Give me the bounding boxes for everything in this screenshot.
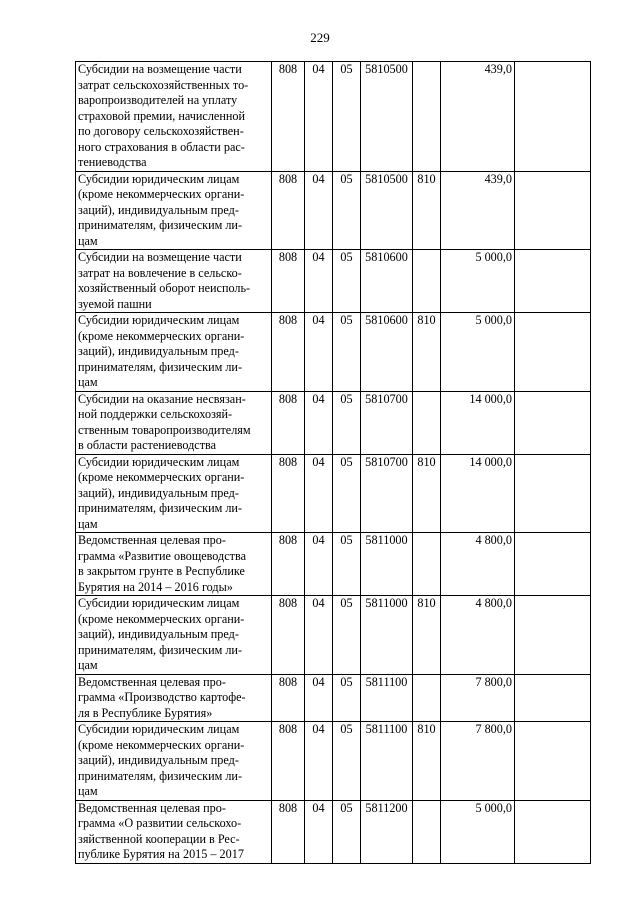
expense-name-line: страховой премии, начисленной bbox=[78, 108, 245, 123]
expense-name-line: принимателям, физическим ли- bbox=[78, 642, 243, 657]
cell-empty bbox=[515, 313, 591, 392]
expense-name-line: публике Бурятия на 2015 – 2017 bbox=[78, 847, 244, 861]
cell-ministry-code: 808 bbox=[272, 171, 305, 250]
cell-subsection-code: 05 bbox=[333, 313, 361, 392]
cell-target-article-code: 5811000 bbox=[361, 533, 413, 596]
cell-expense-name bbox=[76, 454, 272, 533]
cell-expense-name bbox=[76, 722, 272, 801]
cell-amount: 4 800,0 bbox=[441, 533, 515, 596]
cell-target-article-code: 5810500 bbox=[361, 171, 413, 250]
cell-empty bbox=[515, 674, 591, 722]
cell-section-code: 04 bbox=[305, 674, 333, 722]
table-row bbox=[76, 722, 591, 801]
cell-subsection-code: 05 bbox=[333, 674, 361, 722]
expense-name-line: затрат на вовлечение в сельско- bbox=[78, 265, 242, 280]
expense-name-line: ственным товаропроизводителям bbox=[78, 422, 251, 437]
cell-expense-type-code: 810 bbox=[413, 454, 441, 533]
cell-section-code: 04 bbox=[305, 391, 333, 454]
cell-expense-type-code bbox=[413, 62, 441, 172]
table-row bbox=[76, 454, 591, 533]
expense-name-line: грамма «Производство картофе- bbox=[78, 690, 246, 704]
expense-name-line: Бурятия на 2014 – 2016 годы» bbox=[78, 579, 233, 594]
expense-name-line: Субсидии юридическим лицам bbox=[78, 596, 240, 610]
cell-ministry-code: 808 bbox=[272, 533, 305, 596]
table-row bbox=[76, 62, 591, 172]
cell-section-code: 04 bbox=[305, 454, 333, 533]
expense-name-line: (кроме некоммерческих органи- bbox=[78, 611, 245, 626]
expense-name-line: грамма «О развитии сельскохо- bbox=[78, 816, 242, 830]
expense-name-line: грамма «Развитие овощеводства bbox=[78, 548, 246, 563]
table-row bbox=[76, 313, 591, 392]
cell-ministry-code: 808 bbox=[272, 313, 305, 392]
cell-target-article-code: 5810700 bbox=[361, 391, 413, 454]
cell-expense-name bbox=[76, 596, 272, 675]
cell-ministry-code: 808 bbox=[272, 391, 305, 454]
cell-subsection-code: 05 bbox=[333, 596, 361, 675]
cell-section-code: 04 bbox=[305, 313, 333, 392]
expense-name-line: зяйственной кооперации в Рес- bbox=[78, 831, 240, 846]
cell-expense-type-code: 810 bbox=[413, 596, 441, 675]
cell-expense-type-code bbox=[413, 533, 441, 596]
table-row bbox=[76, 250, 591, 313]
cell-expense-name bbox=[76, 391, 272, 454]
cell-section-code: 04 bbox=[305, 722, 333, 801]
expense-name-line: Ведомственная целевая про- bbox=[78, 674, 226, 689]
cell-empty bbox=[515, 533, 591, 596]
cell-empty bbox=[515, 62, 591, 172]
expense-name-line: цам bbox=[78, 233, 98, 248]
cell-subsection-code: 05 bbox=[333, 62, 361, 172]
cell-subsection-code: 05 bbox=[333, 454, 361, 533]
cell-ministry-code: 808 bbox=[272, 674, 305, 722]
cell-target-article-code: 5810600 bbox=[361, 250, 413, 313]
cell-target-article-code: 5810600 bbox=[361, 313, 413, 392]
cell-subsection-code: 05 bbox=[333, 171, 361, 250]
expense-name-line: по договору сельскохозяйствен- bbox=[78, 124, 244, 138]
expense-name-line: заций), индивидуальным пред- bbox=[78, 627, 239, 641]
expense-name-line: (кроме некоммерческих органи- bbox=[78, 328, 245, 343]
expense-name-line: Субсидии на возмещение части bbox=[78, 62, 242, 76]
expense-name-line: Субсидии юридическим лицам bbox=[78, 454, 240, 469]
cell-expense-type-code bbox=[413, 391, 441, 454]
expense-name-line: зуемой пашни bbox=[78, 296, 152, 311]
expense-name-line: принимателям, физическим ли- bbox=[78, 218, 243, 232]
expense-name-line: (кроме некоммерческих органи- bbox=[78, 187, 245, 201]
cell-expense-type-code bbox=[413, 800, 441, 863]
expense-name-line: Субсидии на возмещение части bbox=[78, 250, 242, 264]
expense-name-line: заций), индивидуальным пред- bbox=[78, 753, 239, 767]
budget-table-body bbox=[76, 62, 591, 864]
cell-empty bbox=[515, 596, 591, 675]
cell-amount: 5 000,0 bbox=[441, 250, 515, 313]
cell-subsection-code: 05 bbox=[333, 250, 361, 313]
cell-empty bbox=[515, 171, 591, 250]
cell-target-article-code: 5811100 bbox=[361, 722, 413, 801]
expense-name-line: варопроизводителей на уплату bbox=[78, 93, 238, 107]
cell-subsection-code: 05 bbox=[333, 722, 361, 801]
cell-amount: 7 800,0 bbox=[441, 722, 515, 801]
cell-section-code: 04 bbox=[305, 596, 333, 675]
expense-name-line: Ведомственная целевая про- bbox=[78, 533, 226, 547]
cell-target-article-code: 5810500 bbox=[361, 62, 413, 172]
cell-ministry-code: 808 bbox=[272, 250, 305, 313]
expense-name-line: (кроме некоммерческих органи- bbox=[78, 737, 245, 752]
expense-name-line: Субсидии юридическим лицам bbox=[78, 722, 240, 736]
cell-section-code: 04 bbox=[305, 800, 333, 863]
expense-name-line: Субсидии юридическим лицам bbox=[78, 171, 240, 186]
cell-empty bbox=[515, 391, 591, 454]
cell-section-code: 04 bbox=[305, 171, 333, 250]
expense-name-line: тениеводства bbox=[78, 155, 147, 169]
cell-amount: 439,0 bbox=[441, 62, 515, 172]
expense-name-line: хозяйственный оборот неисполь- bbox=[78, 281, 251, 295]
cell-section-code: 04 bbox=[305, 62, 333, 172]
cell-amount: 14 000,0 bbox=[441, 391, 515, 454]
cell-amount: 4 800,0 bbox=[441, 596, 515, 675]
cell-subsection-code: 05 bbox=[333, 533, 361, 596]
expense-name-line: (кроме некоммерческих органи- bbox=[78, 470, 245, 484]
cell-expense-name bbox=[76, 62, 272, 172]
cell-ministry-code: 808 bbox=[272, 722, 305, 801]
expense-name-line: Ведомственная целевая про- bbox=[78, 800, 226, 815]
expense-name-line: Субсидии юридическим лицам bbox=[78, 313, 240, 327]
cell-expense-type-code bbox=[413, 674, 441, 722]
table-row bbox=[76, 674, 591, 722]
expense-name-line: заций), индивидуальным пред- bbox=[78, 344, 239, 358]
expense-name-line: принимателям, физическим ли- bbox=[78, 501, 243, 515]
cell-expense-name bbox=[76, 171, 272, 250]
expense-name-line: цам bbox=[78, 784, 98, 798]
cell-expense-type-code: 810 bbox=[413, 171, 441, 250]
cell-expense-name bbox=[76, 800, 272, 863]
budget-table bbox=[75, 61, 591, 864]
cell-empty bbox=[515, 800, 591, 863]
expense-name-line: цам bbox=[78, 516, 98, 531]
cell-amount: 5 000,0 bbox=[441, 313, 515, 392]
cell-expense-type-code bbox=[413, 250, 441, 313]
cell-expense-name bbox=[76, 533, 272, 596]
cell-target-article-code: 5811000 bbox=[361, 596, 413, 675]
cell-section-code: 04 bbox=[305, 250, 333, 313]
cell-empty bbox=[515, 722, 591, 801]
cell-subsection-code: 05 bbox=[333, 391, 361, 454]
expense-name-line: заций), индивидуальным пред- bbox=[78, 202, 239, 217]
cell-subsection-code: 05 bbox=[333, 800, 361, 863]
cell-target-article-code: 5810700 bbox=[361, 454, 413, 533]
expense-name-line: ля в Республике Бурятия» bbox=[78, 705, 213, 720]
expense-name-line: принимателям, физическим ли- bbox=[78, 359, 243, 374]
cell-expense-type-code: 810 bbox=[413, 722, 441, 801]
expense-name-line: в закрытом грунте в Республике bbox=[78, 564, 245, 578]
cell-target-article-code: 5811200 bbox=[361, 800, 413, 863]
expense-name-line: ного страхования в области рас- bbox=[78, 139, 245, 154]
table-row bbox=[76, 171, 591, 250]
cell-expense-type-code: 810 bbox=[413, 313, 441, 392]
expense-name-line: Субсидии на оказание несвязан- bbox=[78, 391, 246, 406]
table-row bbox=[76, 596, 591, 675]
cell-amount: 14 000,0 bbox=[441, 454, 515, 533]
expense-name-line: заций), индивидуальным пред- bbox=[78, 485, 239, 500]
cell-amount: 7 800,0 bbox=[441, 674, 515, 722]
table-row bbox=[76, 800, 591, 863]
table-row bbox=[76, 533, 591, 596]
cell-ministry-code: 808 bbox=[272, 800, 305, 863]
cell-ministry-code: 808 bbox=[272, 62, 305, 172]
cell-expense-name bbox=[76, 313, 272, 392]
cell-expense-name bbox=[76, 250, 272, 313]
table-row bbox=[76, 391, 591, 454]
expense-name-line: цам bbox=[78, 375, 98, 389]
cell-section-code: 04 bbox=[305, 533, 333, 596]
cell-amount: 5 000,0 bbox=[441, 800, 515, 863]
expense-name-line: в области растениеводства bbox=[78, 438, 217, 452]
cell-ministry-code: 808 bbox=[272, 454, 305, 533]
expense-name-line: ной поддержки сельскохозяй- bbox=[78, 407, 233, 421]
cell-ministry-code: 808 bbox=[272, 596, 305, 675]
expense-name-line: принимателям, физическим ли- bbox=[78, 768, 243, 783]
page-number: 229 bbox=[310, 30, 330, 45]
expense-name-line: затрат сельскохозяйственных то- bbox=[78, 77, 249, 92]
cell-target-article-code: 5811100 bbox=[361, 674, 413, 722]
cell-amount: 439,0 bbox=[441, 171, 515, 250]
cell-empty bbox=[515, 454, 591, 533]
expense-name-line: цам bbox=[78, 658, 98, 672]
cell-empty bbox=[515, 250, 591, 313]
cell-expense-name bbox=[76, 674, 272, 722]
